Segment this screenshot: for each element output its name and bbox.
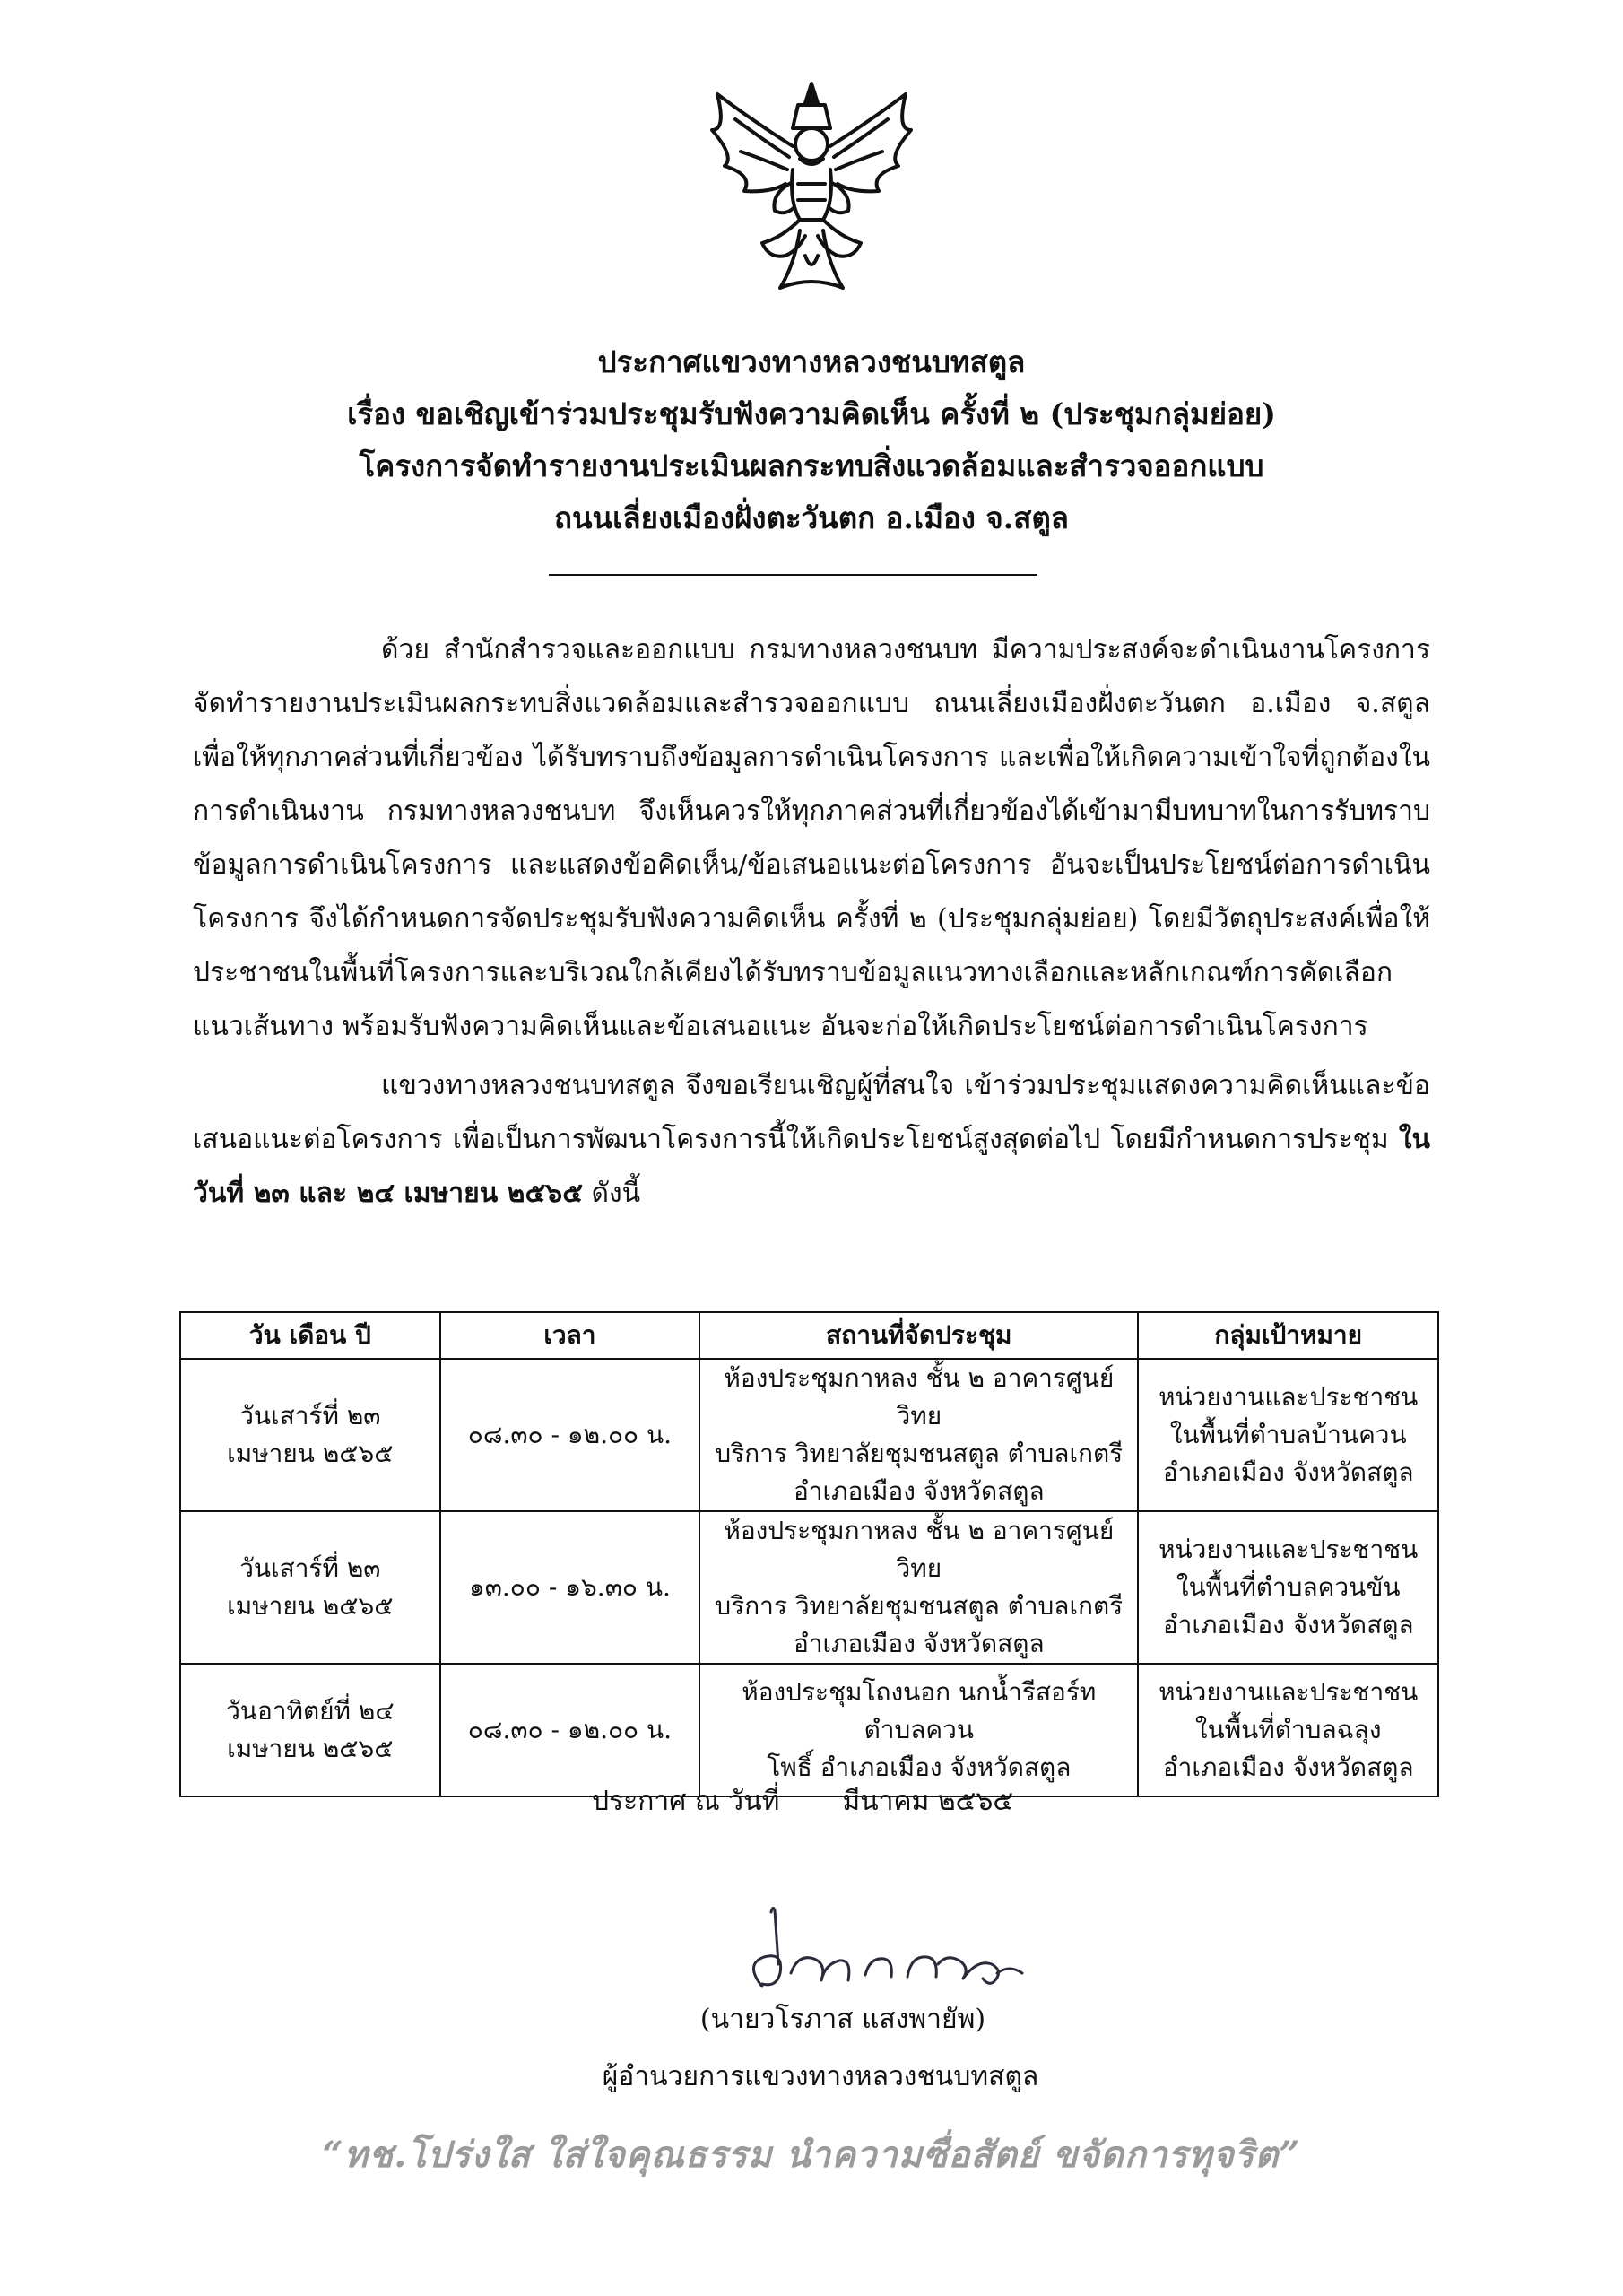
header-time: เวลา [440, 1312, 700, 1359]
meeting-dates: ในวันที่ ๒๓ และ ๒๔ เมษายน ๒๕๖๕ [193, 1124, 1430, 1209]
cell-venue [699, 1664, 1138, 1796]
cell-time: ๑๓.๐๐ - ๑๖.๓๐ น. [440, 1511, 700, 1664]
announcement-date-prefix: ประกาศ ณ วันที่ [592, 1786, 780, 1817]
cell-target-line: หน่วยงานและประชาชน [1159, 1535, 1419, 1564]
cell-target-line: ในพื้นที่ตำบลบ้านควน [1169, 1420, 1407, 1449]
cell-target [1138, 1511, 1438, 1664]
header-target: กลุ่มเป้าหมาย [1138, 1312, 1438, 1359]
body-paragraph-2-text: แขวงทางหลวงชนบทสตูล จึงขอเรียนเชิญผู้ที่สนใจ เข้าร่วมประชุมแสดงความคิดเห็นและข้อเสนอแนะต่อโครงการ เพื่อเป็นการพัฒนาโครงการนี้ให้เกิดประโยชน์สูงสุดต่อไป โดยมีกำหนดการประชุม [193, 1070, 1430, 1155]
header-date: วัน เดือน ปี [180, 1312, 440, 1359]
announcement-date [592, 1780, 1013, 1822]
cell-target-line: อำเภอเมือง จังหวัดสตูล [1162, 1457, 1414, 1487]
cell-venue [699, 1359, 1138, 1511]
signer-name: (นายวโรภาส แสงพายัพ) [699, 2004, 986, 2035]
announcement-heading [179, 336, 1444, 544]
cell-venue-line: โพธิ์ อำเภอเมือง จังหวัดสตูล [767, 1752, 1072, 1782]
cell-date-line: เมษายน ๒๕๖๕ [227, 1734, 394, 1763]
meeting-schedule-table [179, 1311, 1439, 1797]
cell-venue [699, 1511, 1138, 1664]
cell-date-line: วันเสาร์ที่ ๒๓ [239, 1401, 381, 1431]
heading-project: โครงการจัดทำรายงานประเมินผลกระทบสิ่งแวดล้อมและสำรวจออกแบบ [359, 448, 1264, 483]
announcement-body [193, 623, 1430, 1221]
table-row [180, 1664, 1438, 1796]
table-row [180, 1511, 1438, 1664]
cell-target-line: หน่วยงานและประชาชน [1159, 1677, 1419, 1707]
body-paragraph-2 [193, 1059, 1430, 1221]
body-paragraph-1-text: ด้วย สำนักสำรวจและออกแบบ กรมทางหลวงชนบท มีความประสงค์จะดำเนินงานโครงการจัดทำรายงานประเมินผลกระทบสิ่งแวดล้อมและสำรวจออกแบบ ถนนเลี่ยงเมืองฝั่งตะวันตก อ.เมือง จ.สตูล เพื่อให้ทุกภาคส่วนที่เกี่ยวข้อง ได้รับทราบถึงข้อมูลการดำเนินโครงการ และเพื่อให้เกิดความเข้าใจที่ถูกต้องในการดำเนินงาน กรมทางหลวงชนบท จึงเห็นควรให้ทุกภาคส่วนที่เกี่ยวข้องได้เข้ามามีบทบาทในการรับทราบข้อมูลการดำเนินโครงการ และแสดงข้อคิดเห็น/ข้อเสนอแนะต่อโครงการ อันจะเป็นประโยชน์ต่อการดำเนินโครงการ จึงได้กำหนดการจัดประชุมรับฟังความคิดเห็น ครั้งที่ ๒ (ประชุมกลุ่มย่อย) โดยมีวัตถุประสงค์เพื่อให้ประชาชนในพื้นที่โครงการและบริเวณใกล้เคียงได้รับทราบข้อมูลแนวทางเลือกและหลักเกณฑ์การคัดเลือกแนวเส้นทาง พร้อมรับฟังความคิดเห็นและข้อเสนอแนะ อันจะก่อให้เกิดประโยชน์ต่อการดำเนินโครงการ [193, 634, 1430, 1042]
cell-date-line: วันอาทิตย์ที่ ๒๔ [226, 1696, 395, 1726]
garuda-emblem-icon [699, 76, 924, 300]
cell-date-line: เมษายน ๒๕๖๕ [227, 1439, 394, 1468]
cell-target-line: อำเภอเมือง จังหวัดสตูล [1162, 1610, 1414, 1639]
cell-date [180, 1511, 440, 1664]
cell-target [1138, 1664, 1438, 1796]
cell-date [180, 1359, 440, 1511]
body-paragraph-2-tail: ดังนี้ [582, 1178, 641, 1209]
cell-date [180, 1664, 440, 1796]
table-header-row [180, 1312, 1438, 1359]
signer-block [0, 1991, 1623, 2106]
body-paragraph-1 [193, 623, 1430, 1054]
cell-venue-line: ห้องประชุมกาหลง ชั้น ๒ อาคารศูนย์วิทย [724, 1516, 1115, 1583]
cell-time: ๐๘.๓๐ - ๑๒.๐๐ น. [440, 1664, 700, 1796]
announcement-date-month-year: มีนาคม ๒๕๖๕ [842, 1786, 1014, 1817]
cell-target [1138, 1359, 1438, 1511]
cell-venue-line: บริการ วิทยาลัยชุมชนสตูล ตำบลเกตรี [715, 1439, 1124, 1468]
cell-venue-line: ห้องประชุมโถงนอก นกน้ำรีสอร์ท ตำบลควน [742, 1677, 1097, 1744]
signer-position: ผู้อำนวยการแขวงทางหลวงชนบทสตูล [602, 2061, 1039, 2092]
cell-venue-line: บริการ วิทยาลัยชุมชนสตูล ตำบลเกตรี [715, 1591, 1124, 1621]
cell-venue-line: อำเภอเมือง จังหวัดสตูล [793, 1629, 1045, 1658]
heading-issuer: ประกาศแขวงทางหลวงชนบทสตูล [597, 344, 1026, 379]
cell-time: ๐๘.๓๐ - ๑๒.๐๐ น. [440, 1359, 700, 1511]
header-venue: สถานที่จัดประชุม [699, 1312, 1138, 1359]
table-row [180, 1359, 1438, 1511]
heading-divider [549, 574, 1037, 576]
cell-target-line: อำเภอเมือง จังหวัดสตูล [1162, 1752, 1414, 1782]
cell-target-line: ในพื้นที่ตำบลฉลุง [1194, 1715, 1382, 1744]
heading-subject: เรื่อง ขอเชิญเข้าร่วมประชุมรับฟังความคิดเห็น ครั้งที่ ๒ (ประชุมกลุ่มย่อย) [347, 396, 1276, 431]
agency-slogan: “ทช.โปร่งใส ใส่ใจคุณธรรม นำความซื่อสัตย์ ขจัดการทุจริต” [322, 2134, 1301, 2176]
cell-venue-line: อำเภอเมือง จังหวัดสตูล [793, 1476, 1045, 1506]
cell-target-line: หน่วยงานและประชาชน [1159, 1382, 1419, 1412]
cell-date-line: เมษายน ๒๕๖๕ [227, 1591, 394, 1621]
cell-target-line: ในพื้นที่ตำบลควนขัน [1176, 1572, 1401, 1602]
heading-location: ถนนเลี่ยงเมืองฝั่งตะวันตก อ.เมือง จ.สตูล [554, 500, 1069, 535]
cell-date-line: วันเสาร์ที่ ๒๓ [239, 1553, 381, 1583]
handwritten-signature-icon [708, 1901, 1049, 2000]
cell-venue-line: ห้องประชุมกาหลง ชั้น ๒ อาคารศูนย์วิทย [724, 1363, 1115, 1431]
